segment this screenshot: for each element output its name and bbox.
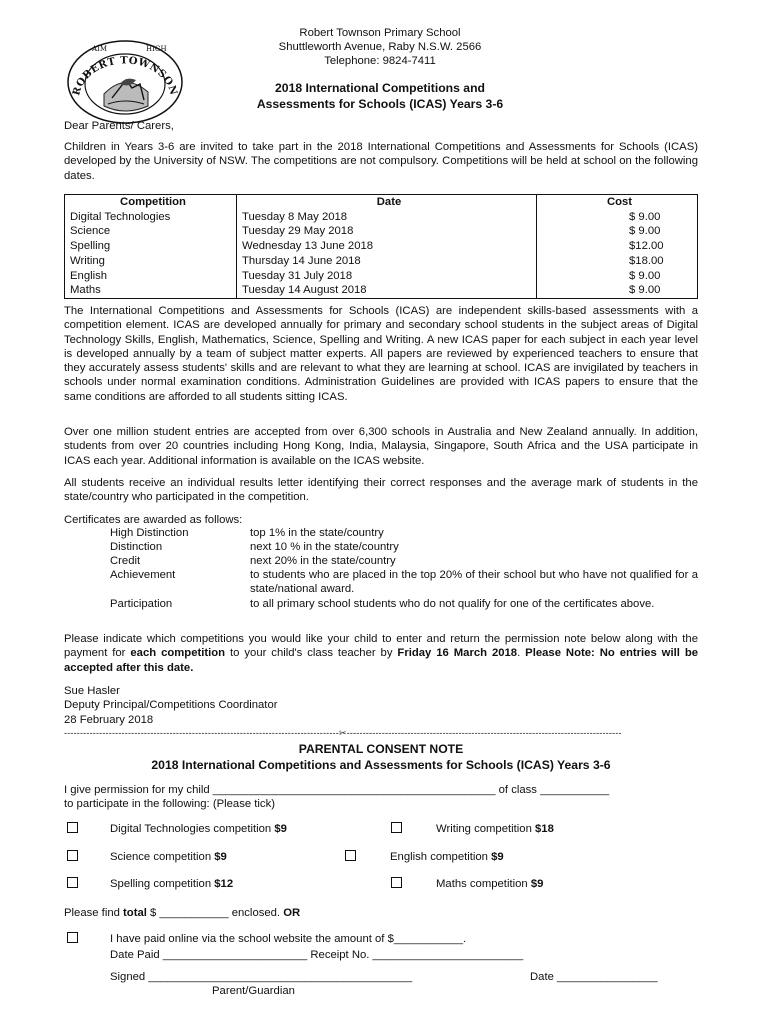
cell-date: Tuesday 31 July 2018 — [237, 269, 537, 284]
option-label: Digital Technologies competition — [110, 823, 275, 835]
date-line: Date ________________ — [530, 971, 658, 983]
table-row — [65, 210, 698, 225]
school-logo — [66, 32, 184, 124]
parent-guardian-label: Parent/Guardian — [212, 985, 295, 997]
spelling-checkbox[interactable] — [67, 877, 78, 888]
logo-aim: AIM — [92, 45, 107, 53]
signoff-date: 28 February 2018 — [64, 713, 154, 726]
consent-subtitle: 2018 International Competitions and Assessments for Schools (ICAS) Years 3-6 — [151, 758, 611, 772]
cell-competition: Digital Technologies — [65, 210, 237, 225]
intro-paragraph: Children in Years 3-6 are invited to take part in the 2018 International Competitions and Assessments for Schools (ICAS) developed by the University of NSW. The competitions are not compulsory. Competitions will be held at school on the following dates. — [64, 141, 698, 182]
salutation: Dear Parents/ Carers, — [64, 120, 174, 132]
option-label: Maths competition — [436, 878, 531, 890]
paid-online-checkbox[interactable] — [67, 932, 78, 943]
cut-dashes-left: -------------------------------------------------------------------------------------- — [64, 728, 339, 738]
competition-table — [64, 194, 698, 299]
maths-option — [436, 877, 543, 891]
instruction-text-3: . — [517, 647, 526, 660]
results-paragraph: All students receive an individual results letter identifying their correct responses and the average mark of students in the state/country who participated in the competition. — [64, 477, 698, 504]
cell-cost: $ 9.00 — [629, 225, 661, 238]
school-name: Robert Townson Primary School — [299, 27, 461, 39]
option-price: $9 — [491, 851, 504, 863]
document-title — [200, 80, 560, 112]
table-row — [65, 283, 698, 298]
signoff-block — [64, 684, 698, 727]
certificate-desc: to students who are placed in the top 20% of their school but who have not qualified for a state/national award. — [250, 569, 698, 596]
cell-competition: English — [65, 269, 237, 284]
instruction-note: Please Note: No entries will be accepted after this date. — [64, 647, 698, 674]
header-competition: Competition — [65, 195, 237, 210]
title-line-1: 2018 International Competitions and — [275, 81, 485, 95]
signed-line: Signed __________________________________________ — [110, 971, 413, 983]
table-row — [65, 239, 698, 254]
certificates-intro: Certificates are awarded as follows: — [64, 514, 243, 526]
instruction-emphasis-each-competition: each competition — [130, 647, 226, 660]
participation-paragraph: Over one million student entries are accepted from over 6,300 schools in Australia and New Zealand annually. In addition, students from over 20 countries including Hong Kong, India, Malaysia, Singapore, South Africa and the USA participate in ICAS each year. Additional information is available on the ICAS website. — [64, 426, 698, 467]
title-line-2: Assessments for Schools (ICAS) Years 3-6 — [256, 97, 504, 111]
cell-competition: Spelling — [65, 239, 237, 254]
option-price: $9 — [274, 823, 287, 835]
logo-ring-text: ROBERT TOWNSON — [71, 55, 179, 97]
certificate-desc: top 1% in the state/country — [250, 527, 384, 539]
option-price: $18 — [535, 823, 554, 835]
instruction-paragraph — [64, 632, 698, 675]
table-row — [65, 224, 698, 239]
spelling-option — [110, 877, 233, 891]
certificate-desc: to all primary school students who do not qualify for one of the certificates above. — [250, 598, 655, 610]
participate-line: to participate in the following: (Please tick) — [64, 798, 275, 810]
option-label: English competition — [390, 851, 492, 863]
permission-line: I give permission for my child _____________________________________________ of class ___________ — [64, 784, 610, 796]
payment-total-label: total — [123, 907, 147, 919]
instruction-text-2: to your child's class teacher by — [225, 647, 398, 660]
payment-line — [64, 906, 300, 920]
scissors-icon: ✂ — [338, 729, 347, 738]
cell-date: Tuesday 29 May 2018 — [237, 224, 537, 239]
english-checkbox[interactable] — [345, 850, 356, 861]
header-date: Date — [237, 195, 537, 210]
date-paid-receipt-line: Date Paid _______________________ Receipt No. ________________________ — [110, 949, 524, 961]
consent-title: PARENTAL CONSENT NOTE — [298, 742, 464, 756]
option-label: Writing competition — [436, 823, 535, 835]
option-label: Science competition — [110, 851, 215, 863]
certificate-name: High Distinction — [110, 527, 189, 539]
table-header-row — [65, 195, 698, 210]
signoff-title: Deputy Principal/Competitions Coordinator — [64, 699, 278, 712]
table-row — [65, 254, 698, 269]
writing-checkbox[interactable] — [391, 822, 402, 833]
table-row — [65, 269, 698, 284]
english-option — [390, 850, 504, 864]
logo-high: HIGH — [146, 45, 167, 53]
certificate-desc: next 20% in the state/country — [250, 555, 396, 567]
school-telephone: Telephone: 9824-7411 — [324, 55, 436, 67]
cell-competition: Maths — [65, 283, 237, 298]
signoff-name: Sue Hasler — [64, 685, 120, 697]
certificate-name: Achievement — [110, 569, 176, 581]
cell-date: Tuesday 14 August 2018 — [237, 283, 537, 298]
cell-cost: $ 9.00 — [629, 284, 661, 297]
cell-competition: Writing — [65, 254, 237, 269]
certificate-name: Credit — [110, 555, 141, 567]
option-label: Spelling competition — [110, 878, 215, 890]
science-checkbox[interactable] — [67, 850, 78, 861]
cell-cost: $ 9.00 — [629, 269, 661, 282]
science-option — [110, 850, 227, 864]
option-price: $12 — [214, 878, 234, 890]
school-header — [230, 26, 530, 68]
instruction-text-1: Please indicate which competitions you would like your child to enter and return the permission note below along with the payment for — [64, 633, 698, 660]
cut-line — [64, 728, 698, 738]
certificate-name: Participation — [110, 598, 173, 610]
cell-date: Wednesday 13 June 2018 — [237, 239, 537, 254]
cell-cost: $18.00 — [629, 254, 664, 267]
writing-option — [436, 822, 554, 836]
payment-amount-blank: $ ___________ enclosed. — [146, 907, 284, 919]
cell-cost: $12.00 — [629, 240, 664, 253]
digital-technologies-option — [110, 822, 287, 836]
cell-date: Tuesday 8 May 2018 — [237, 210, 537, 225]
option-price: $9 — [214, 851, 227, 863]
cell-competition: Science — [65, 224, 237, 239]
instruction-deadline: Friday 16 March 2018 — [397, 647, 518, 660]
paid-online-line: I have paid online via the school website the amount of $___________. — [110, 933, 467, 945]
payment-or: OR — [283, 907, 301, 919]
cell-date: Thursday 14 June 2018 — [237, 254, 537, 269]
cut-dashes-right: -------------------------------------------------------------------------------------- — [346, 728, 622, 738]
payment-prefix: Please find — [64, 907, 124, 919]
maths-checkbox[interactable] — [391, 877, 402, 888]
digital-technologies-checkbox[interactable] — [67, 822, 78, 833]
certificate-desc: next 10 % in the state/country — [250, 541, 399, 553]
certificate-name: Distinction — [110, 541, 163, 553]
header-cost: Cost — [606, 196, 633, 208]
icas-description-paragraph: The International Competitions and Assessments for Schools (ICAS) are independent skills-based assessments with a competition element. ICAS are developed annually for primary and secondary school students in the subject areas of Digital Technology Skills, English, Mathematics, Science, Spelling and Writing. A new ICAS paper for each subject in each year level is developed annually by a team of subject matter experts. All papers are reviewed by experienced teachers to ensure that they accurately assess students' skills and are relevant to what they are learning at school. ICAS are invigilated by teachers in schools under normal examination conditions. Administration Guidelines are provided with ICAS papers to ensure that the same conditions are afforded to all students sitting ICAS. — [64, 305, 698, 403]
school-address: Shuttleworth Avenue, Raby N.S.W. 2566 — [278, 41, 482, 53]
option-price: $9 — [530, 878, 544, 890]
cell-cost: $ 9.00 — [629, 210, 661, 223]
